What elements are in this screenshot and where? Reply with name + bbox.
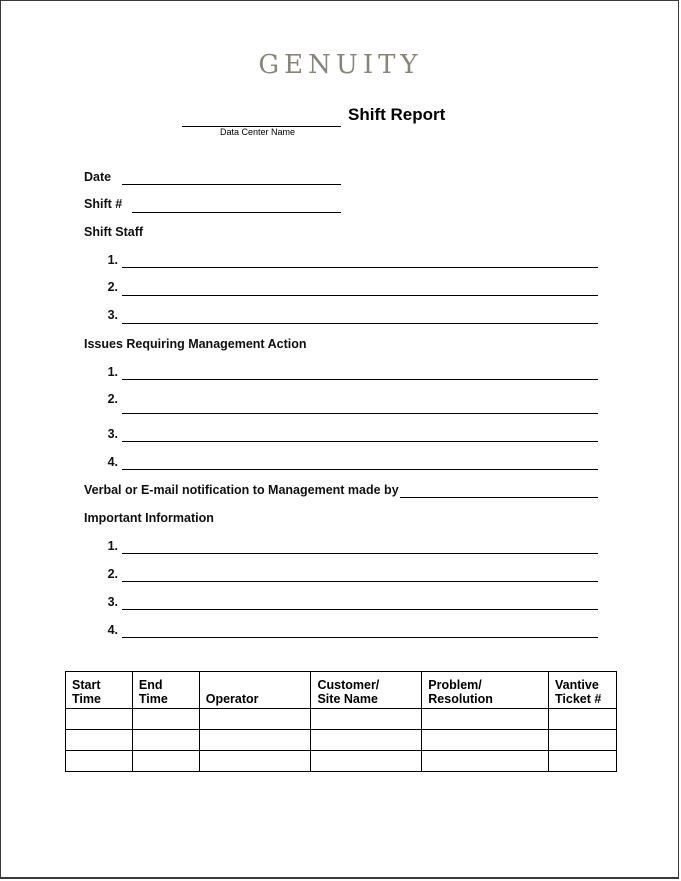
table-header-row: [66, 672, 617, 709]
column-header-customer-site: Customer/ Site Name: [311, 672, 422, 709]
table-cell[interactable]: [66, 730, 133, 751]
table-cell[interactable]: [549, 751, 617, 772]
column-header-problem-resolution: Problem/ Resolution: [422, 672, 549, 709]
issue-line[interactable]: [122, 379, 598, 380]
column-header-operator: Operator: [199, 672, 311, 709]
table-cell[interactable]: [549, 730, 617, 751]
staff-item-number: 3.: [107, 308, 118, 322]
staff-line[interactable]: [122, 267, 598, 268]
table-cell[interactable]: [549, 709, 617, 730]
genuity-logo: GENUITY: [258, 50, 423, 80]
issue-line[interactable]: [122, 469, 598, 470]
column-header-start-time: Start Time: [66, 672, 133, 709]
table-cell[interactable]: [132, 751, 199, 772]
issue-item-number: 3.: [107, 427, 118, 441]
shift-log-table: [65, 671, 617, 772]
issues-label: Issues Requiring Management Action: [84, 337, 307, 351]
staff-line[interactable]: [122, 323, 598, 324]
important-line[interactable]: [122, 609, 598, 610]
date-label: Date: [84, 170, 112, 184]
table-cell[interactable]: [311, 709, 422, 730]
table-row: [66, 751, 617, 772]
table-row: [66, 730, 617, 751]
issue-item-number: 4.: [107, 455, 118, 469]
issue-line[interactable]: [122, 441, 598, 442]
data-center-name-caption: Data Center Name: [220, 127, 296, 137]
notification-line[interactable]: [400, 497, 598, 498]
staff-item-number: 1.: [107, 253, 118, 267]
important-line[interactable]: [122, 553, 598, 554]
table-cell[interactable]: [311, 751, 422, 772]
table-cell[interactable]: [422, 709, 549, 730]
staff-item-number: 2.: [107, 280, 118, 294]
shift-number-line[interactable]: [132, 212, 341, 213]
table-cell[interactable]: [132, 709, 199, 730]
shift-staff-label: Shift Staff: [84, 225, 144, 239]
column-header-end-time: End Time: [132, 672, 199, 709]
table-row: [66, 709, 617, 730]
important-item-number: 1.: [107, 539, 118, 553]
table-cell[interactable]: [422, 730, 549, 751]
table-cell[interactable]: [199, 709, 311, 730]
issue-line[interactable]: [122, 413, 598, 414]
table-cell[interactable]: [422, 751, 549, 772]
important-item-number: 2.: [107, 567, 118, 581]
table-cell[interactable]: [311, 730, 422, 751]
staff-line[interactable]: [122, 295, 598, 296]
issue-item-number: 2.: [107, 392, 118, 406]
important-item-number: 4.: [107, 623, 118, 637]
important-line[interactable]: [122, 637, 598, 638]
table-cell[interactable]: [199, 730, 311, 751]
shift-number-label: Shift #: [84, 197, 123, 211]
issue-item-number: 1.: [107, 365, 118, 379]
column-header-ticket: Vantive Ticket #: [549, 672, 617, 709]
table-cell[interactable]: [132, 730, 199, 751]
important-line[interactable]: [122, 581, 598, 582]
date-line[interactable]: [122, 184, 341, 185]
important-item-number: 3.: [107, 595, 118, 609]
table-cell[interactable]: [66, 751, 133, 772]
table-cell[interactable]: [199, 751, 311, 772]
report-title: Shift Report: [348, 105, 446, 124]
notification-label: Verbal or E-mail notification to Management made by: [84, 483, 399, 497]
table-cell[interactable]: [66, 709, 133, 730]
important-info-label: Important Information: [84, 511, 214, 525]
